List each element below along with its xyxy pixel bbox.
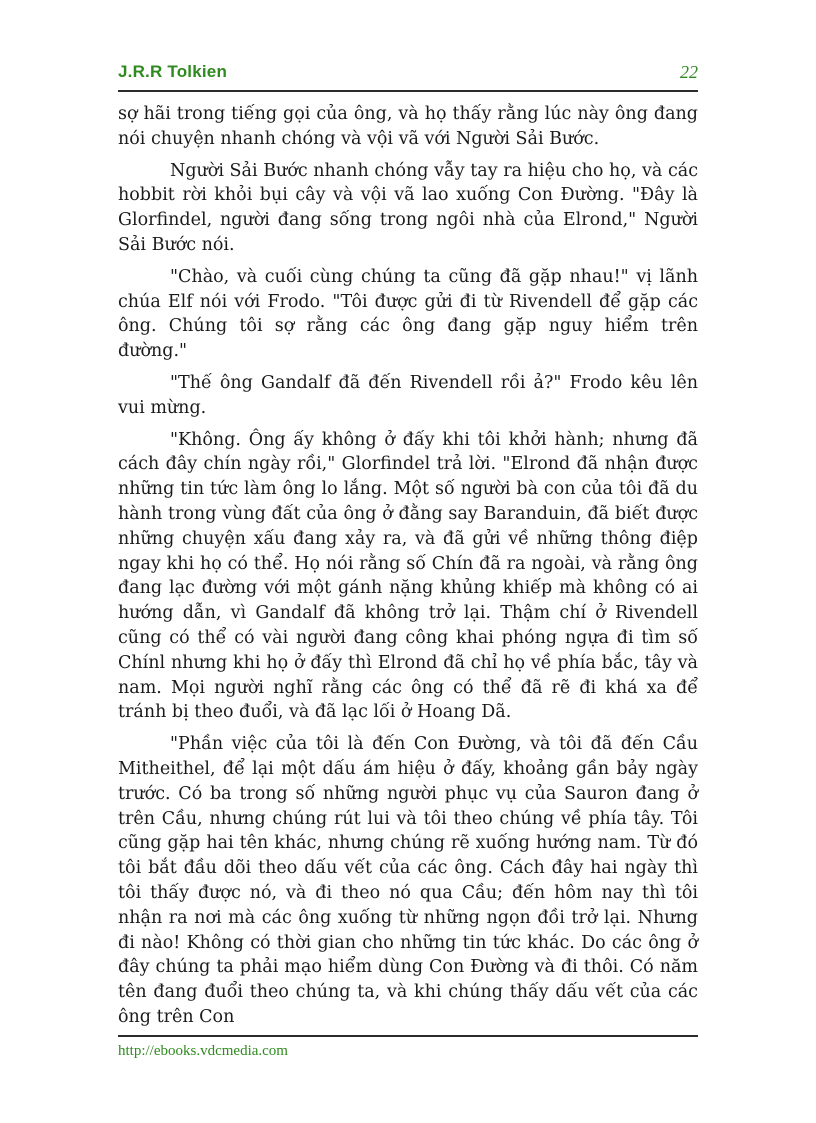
page-header <box>118 62 698 88</box>
footer-url-link[interactable]: http://ebooks.vdcmedia.com <box>118 1043 288 1059</box>
page-number: 22 <box>680 62 698 82</box>
paragraph: "Thế ông Gandalf đã đến Rivendell rồi ả?" Frodo kêu lên vui mừng. <box>118 372 698 418</box>
paragraph: "Chào, và cuối cùng chúng ta cũng đã gặp nhau!" vị lãnh chúa Elf nói với Frodo. "Tôi được gửi đi từ Rivendell để gặp các ông. Chúng tôi sợ rằng các ông đang gặp nguy hiểm trên đường." <box>118 266 698 362</box>
paragraph: "Không. Ông ấy không ở đấy khi tôi khởi hành; nhưng đã cách đây chín ngày rồi," Glorfindel trả lời. "Elrond đã nhận được những tin tức làm ông lo lắng. Một số người bà con của tôi đã du hành trong vùng đất của ông ở đằng say Baranduin, đã biết được những chuyện xấu đang xảy ra, và đã gửi về những thông điệp ngay khi họ có thể. Họ nói rằng số Chín đã ra ngoài, và rằng ông đang lạc đường với một gánh nặng khủng khiếp mà không có ai hướng dẫn, vì Gandalf đã không trở lại. Thậm chí ở Rivendell cũng có thể có vài người đang công khai phóng ngựa đi tìm số Chínl nhưng khi họ ở đấy thì Elrond đã chỉ họ về phía bắc, tây và nam. Mọi người nghĩ rằng các ông có thể đã rẽ đi khá xa để tránh bị theo đuổi, và đã lạc lối ở Hoang Dã. <box>118 429 698 723</box>
body-text <box>118 102 698 1037</box>
paragraph: "Phần việc của tôi là đến Con Đường, và tôi đã đến Cầu Mitheithel, để lại một dấu ám hiệu ở đấy, khoảng gần bảy ngày trước. Có ba trong số những người phục vụ của Sauron đang ở trên Cầu, nhưng chúng rút lui và tôi theo chúng về phía tây. Tôi cũng gặp hai tên khác, nhưng chúng rẽ xuống hướng nam. Từ đó tôi bắt đầu dõi theo dấu vết của các ông. Cách đây hai ngày thì tôi thấy được nó, và đi theo nó qua Cầu; đến hôm nay thì tôi nhận ra nơi mà các ông xuống từ những ngọn đồi trở lại. Nhưng đi nào! Không có thời gian cho những tin tức khác. Do các ông ở đây chúng ta phải mạo hiểm dùng Con Đường và đi thôi. Có năm tên đang đuổi theo chúng ta, và khi chúng thấy dấu vết của các ông trên Con <box>118 734 698 1027</box>
paragraph: sợ hãi trong tiếng gọi của ông, và họ thấy rằng lúc này ông đang nói chuyện nhanh chóng và vội vã với Người Sải Bước. <box>118 104 698 149</box>
footer-divider <box>118 1035 698 1037</box>
paragraph: Người Sải Bước nhanh chóng vẫy tay ra hiệu cho họ, và các hobbit rời khỏi bụi cây và vội vã lao xuống Con Đường. "Đây là Glorfindel, người đang sống trong ngôi nhà của Elrond," Người Sải Bước nói. <box>118 160 698 255</box>
header-divider <box>118 90 698 92</box>
header-author: J.R.R Tolkien <box>118 62 228 81</box>
